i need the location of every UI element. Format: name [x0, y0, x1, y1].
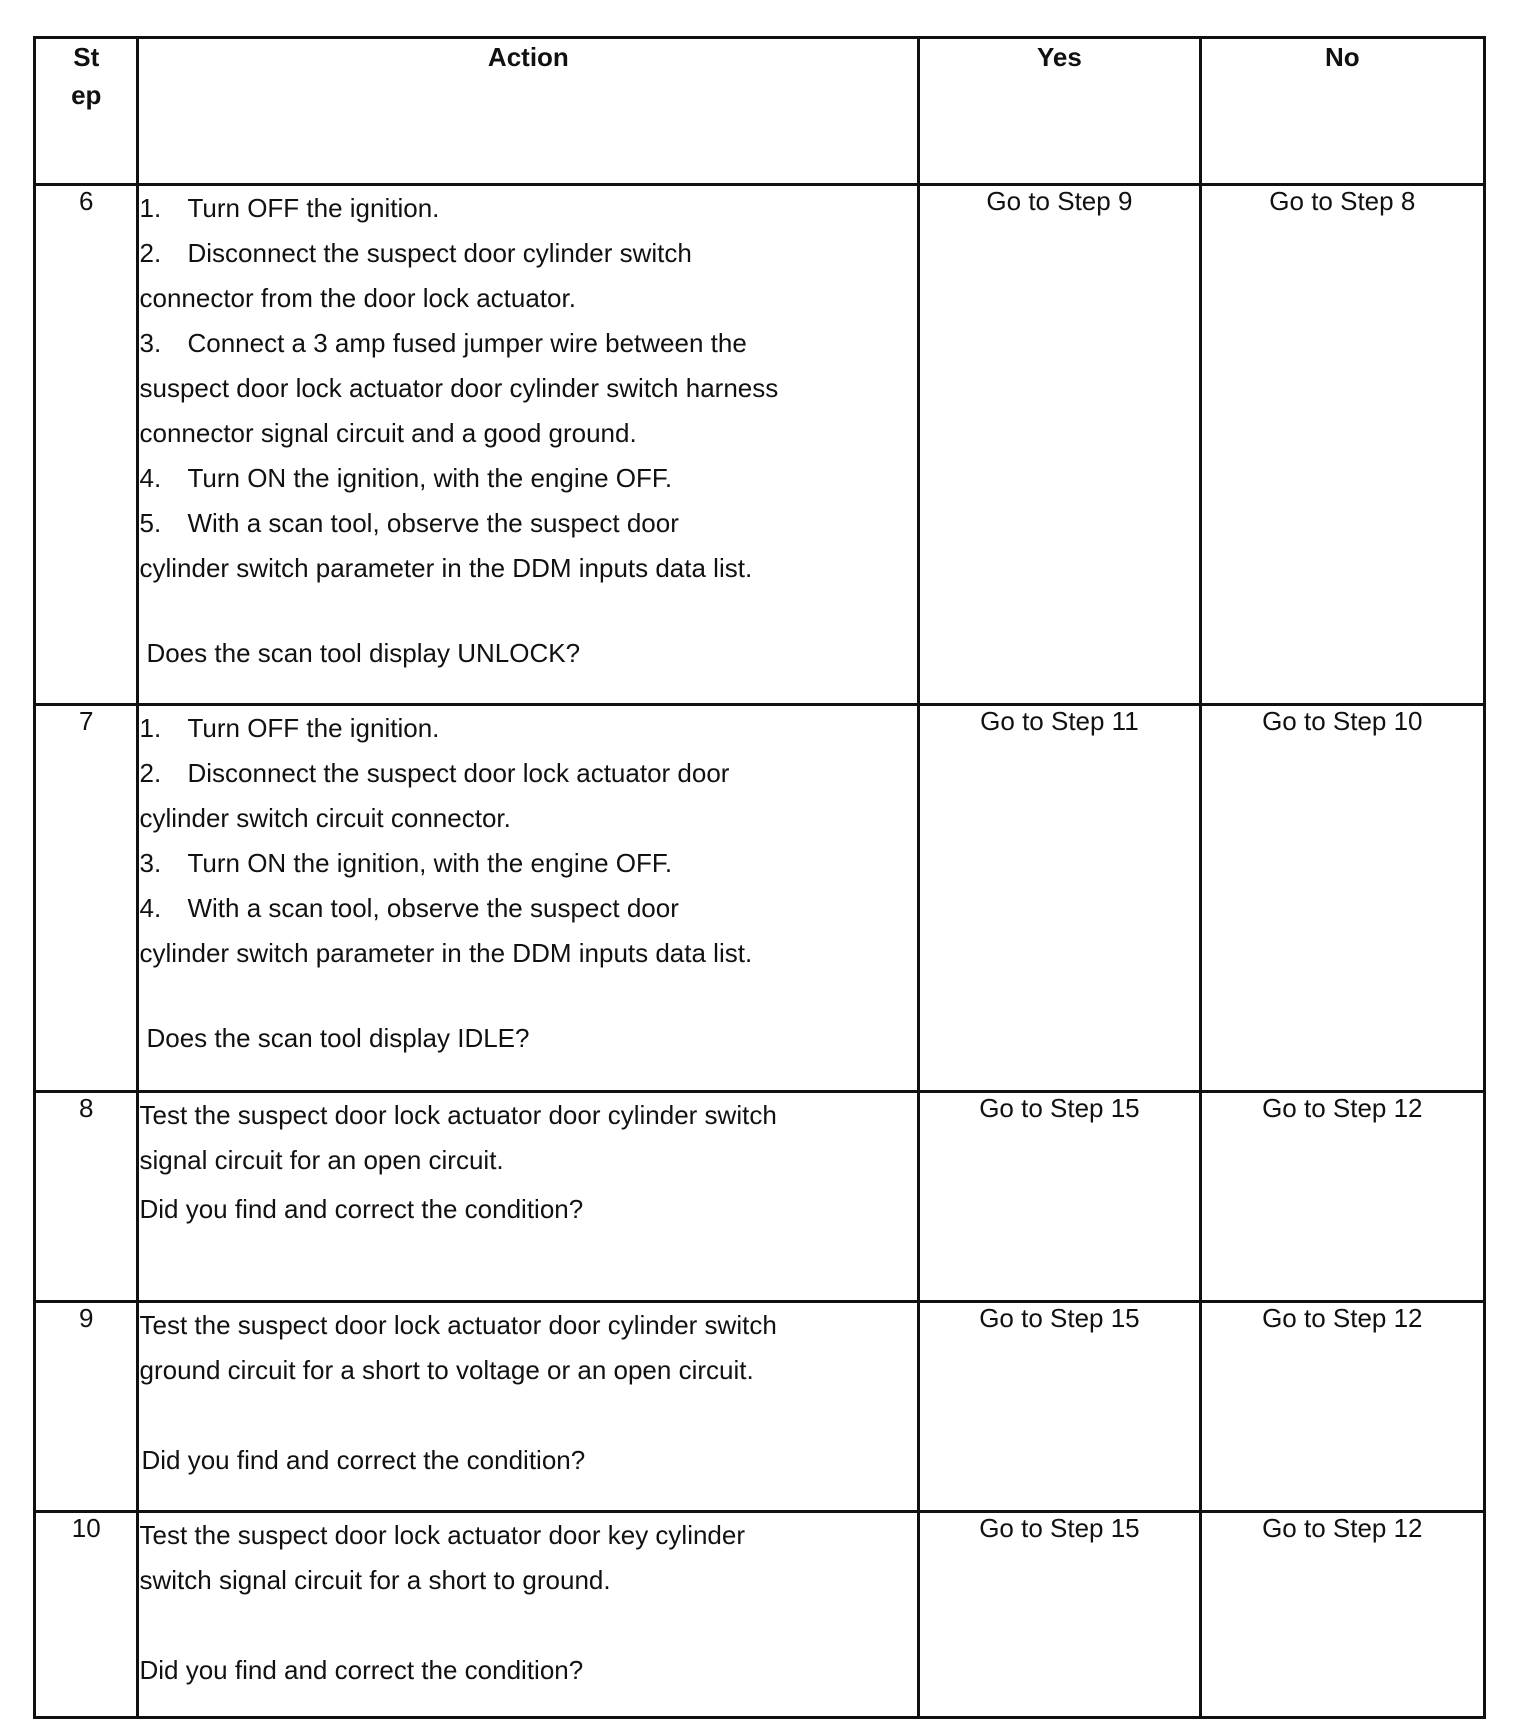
- action-line: 1. Turn OFF the ignition.: [139, 193, 440, 223]
- yes-cell: Go to Step 15: [919, 1302, 1200, 1512]
- header-step-line2: ep: [71, 79, 102, 110]
- action-line: 1. Turn OFF the ignition.: [139, 713, 440, 743]
- action-line: ground circuit for a short to voltage or an open circuit.: [139, 1355, 754, 1385]
- action-line: 5. With a scan tool, observe the suspect door: [139, 508, 679, 538]
- yes-cell: Go to Step 15: [919, 1092, 1200, 1302]
- header-step-line1: St: [73, 42, 100, 72]
- action-line: signal circuit for an open circuit.: [139, 1145, 504, 1175]
- action-line: cylinder switch parameter in the DDM inputs data list.: [139, 938, 753, 968]
- header-row: [35, 38, 1485, 185]
- action-line: Test the suspect door lock actuator door cylinder switch: [139, 1310, 777, 1340]
- yes-cell: Go to Step 15: [919, 1512, 1200, 1718]
- table-row: [35, 1512, 1485, 1718]
- action-cell: [138, 185, 919, 705]
- action-line: suspect door lock actuator door cylinder switch harness: [139, 373, 779, 403]
- table-row: [35, 705, 1485, 1092]
- step-number: 8: [35, 1092, 138, 1302]
- action-line: 2. Disconnect the suspect door lock actuator door: [139, 758, 730, 788]
- no-cell: Go to Step 12: [1200, 1092, 1484, 1302]
- header-step: [35, 38, 138, 185]
- question-text: Did you find and correct the condition?: [139, 1655, 584, 1685]
- table-row: [35, 1092, 1485, 1302]
- table-row: [35, 1302, 1485, 1512]
- step-number: 9: [35, 1302, 138, 1512]
- action-line: connector signal circuit and a good ground.: [139, 418, 637, 448]
- action-line: Test the suspect door lock actuator door key cylinder: [139, 1520, 746, 1550]
- header-action: Action: [138, 38, 919, 185]
- action-cell: [138, 1302, 919, 1512]
- header-yes: Yes: [919, 38, 1200, 185]
- action-line: 3. Connect a 3 amp fused jumper wire between the: [139, 328, 747, 358]
- question-text: Did you find and correct the condition?: [141, 1445, 586, 1475]
- yes-cell: Go to Step 9: [919, 185, 1200, 705]
- action-cell: [138, 1512, 919, 1718]
- action-line: 3. Turn ON the ignition, with the engine OFF.: [139, 848, 673, 878]
- step-number: 6: [35, 185, 138, 705]
- action-cell: [138, 1092, 919, 1302]
- no-cell: Go to Step 12: [1200, 1302, 1484, 1512]
- step-number: 7: [35, 705, 138, 1092]
- question-text: Does the scan tool display IDLE?: [146, 1023, 530, 1053]
- table-row: [35, 185, 1485, 705]
- yes-cell: Go to Step 11: [919, 705, 1200, 1092]
- action-line: switch signal circuit for a short to ground.: [139, 1565, 611, 1595]
- header-no: No: [1200, 38, 1484, 185]
- question-text: Did you find and correct the condition?: [139, 1194, 584, 1224]
- no-cell: Go to Step 10: [1200, 705, 1484, 1092]
- diagnostic-table: [33, 36, 1486, 1719]
- question-text: Does the scan tool display UNLOCK?: [146, 638, 581, 668]
- action-line: 4. With a scan tool, observe the suspect door: [139, 893, 679, 923]
- action-line: 4. Turn ON the ignition, with the engine OFF.: [139, 463, 673, 493]
- action-line: cylinder switch parameter in the DDM inputs data list.: [139, 553, 753, 583]
- action-line: 2. Disconnect the suspect door cylinder switch: [139, 238, 692, 268]
- no-cell: Go to Step 12: [1200, 1512, 1484, 1718]
- step-number: 10: [35, 1512, 138, 1718]
- no-cell: Go to Step 8: [1200, 185, 1484, 705]
- action-line: connector from the door lock actuator.: [139, 283, 576, 313]
- action-line: cylinder switch circuit connector.: [139, 803, 511, 833]
- action-cell: [138, 705, 919, 1092]
- action-line: Test the suspect door lock actuator door cylinder switch: [139, 1100, 777, 1130]
